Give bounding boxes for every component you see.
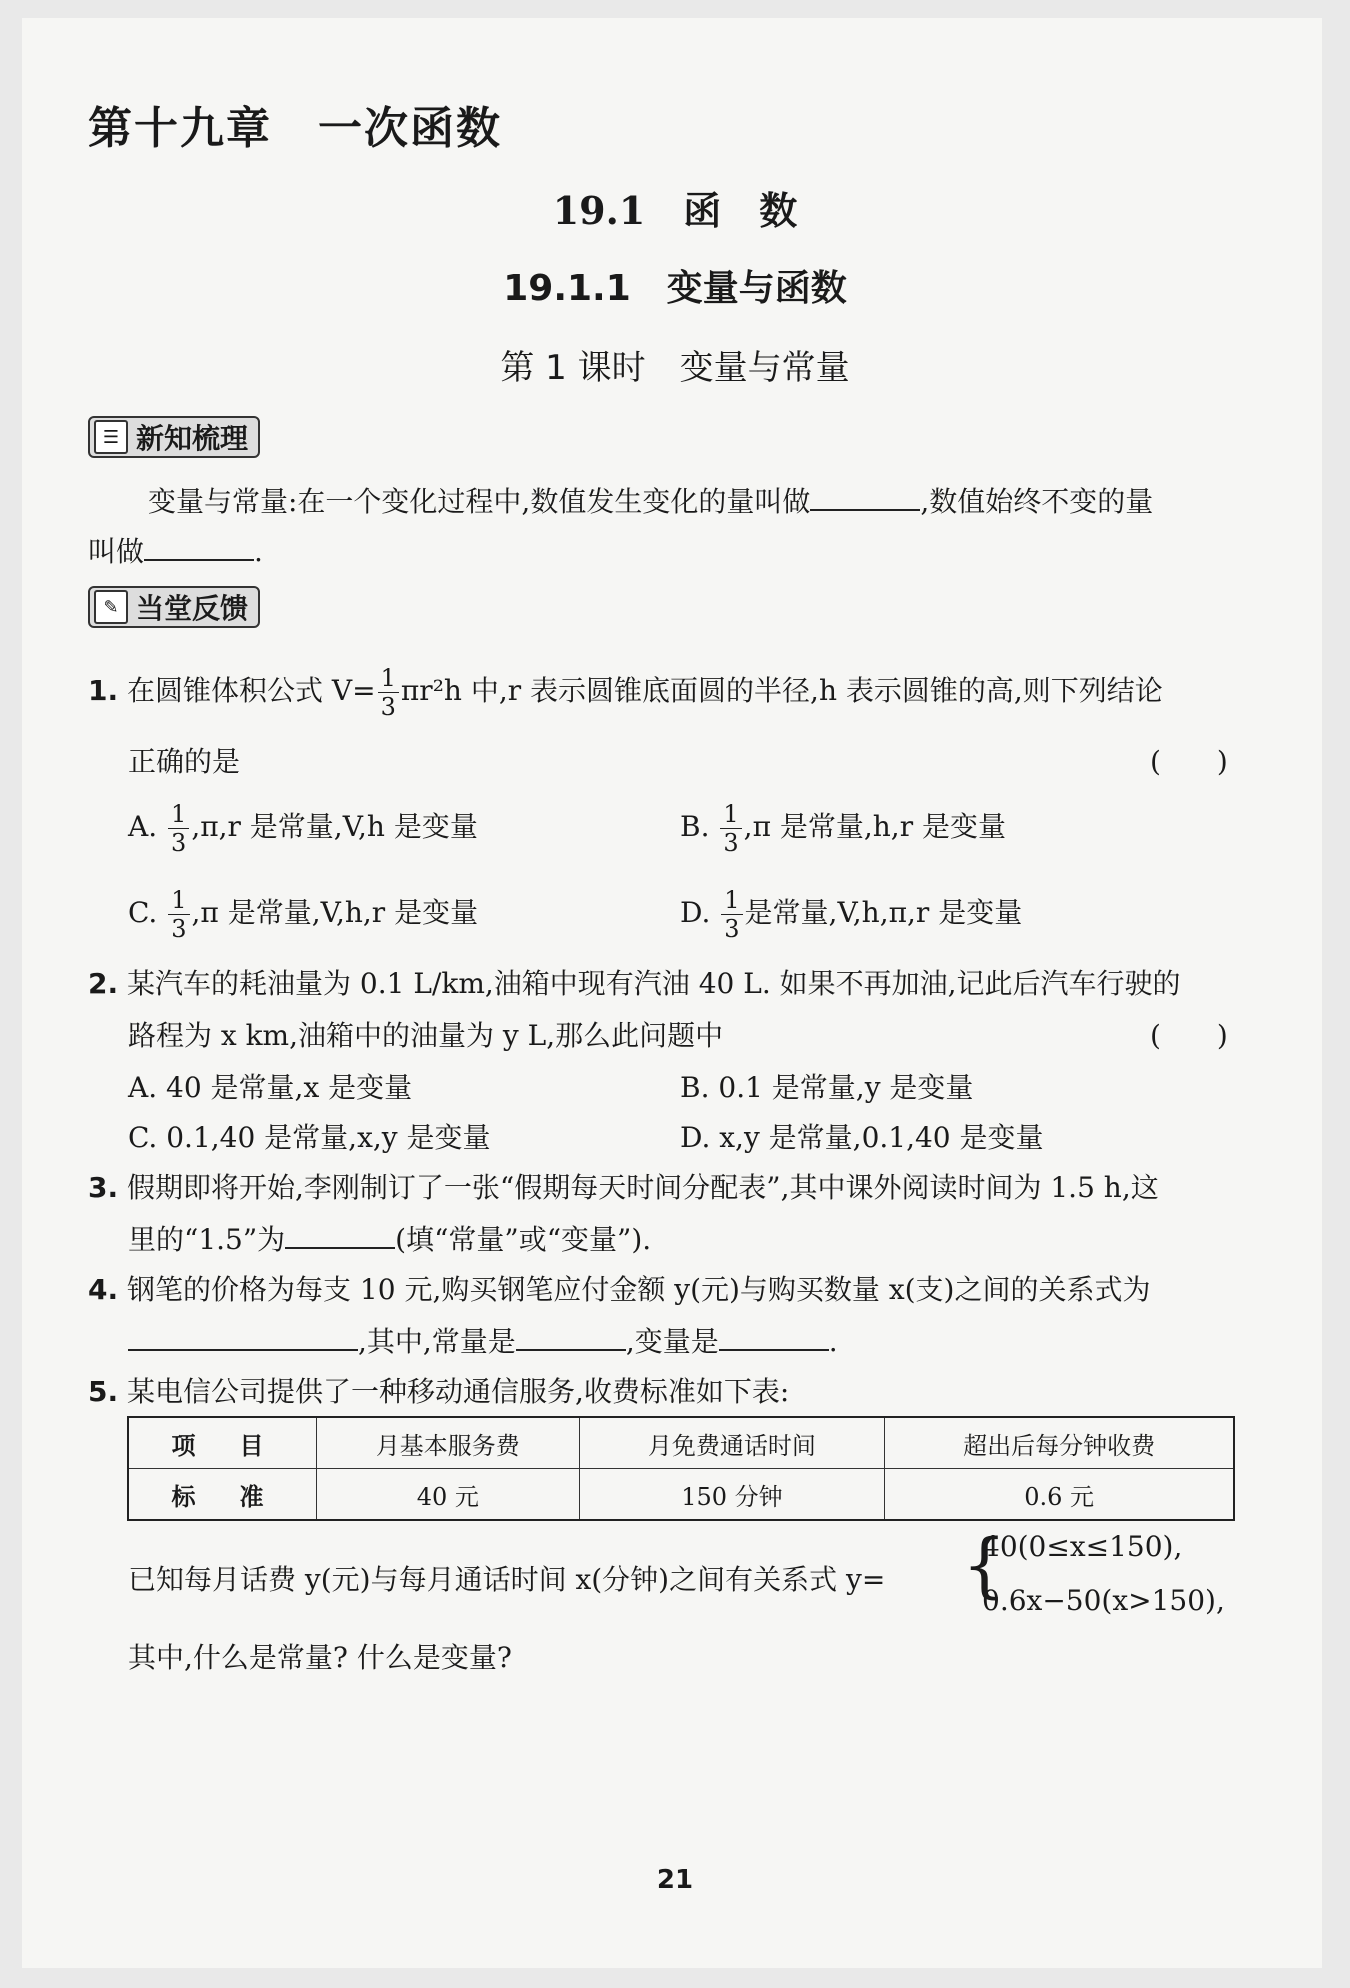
table-row [128,1469,1234,1521]
feedback-badge [88,586,260,628]
q1-line-2: 正确的是 [128,745,241,778]
q1-line-1 [88,666,1163,719]
table-cell: 0.6 元 [885,1469,1234,1521]
knowledge-text-2: ,数值始终不变的量 [920,485,1154,518]
q2-line-1: 2. 某汽车的耗油量为 0.1 L/km,油箱中现有汽油 40 L. 如果不再加油,记此后汽车行驶的 [88,967,1181,1000]
feedback-badge-label: 当堂反馈 [136,592,249,625]
q5-line-2: 已知每月话费 y(元)与每月通话时间 x(分钟)之间有关系式 y= [128,1563,886,1596]
q3-number: 3. [88,1171,119,1204]
lesson-title: 第 1 课时 变量与常量 [500,348,850,388]
q5-number: 5. [88,1375,119,1408]
q2-option-d[interactable]: D. x,y 是常量,0.1,40 是变量 [680,1121,1044,1154]
q2-option-c[interactable]: C. 0.1,40 是常量,x,y 是变量 [128,1121,491,1154]
q1-option-c[interactable]: C. $\frac{1}{3}$ ,π 是常量,V,h,r 是变量 [128,886,479,943]
answer-blank[interactable] [719,1325,829,1351]
chapter-title: 第十九章 一次函数 [88,103,502,154]
q1-option-d[interactable]: D. $\frac{1}{3}$ 是常量,V,h,π,r 是变量 [680,886,1023,943]
table-header-cell: 超出后每分钟收费 [885,1417,1234,1469]
answer-blank[interactable] [810,485,920,511]
table-row [128,1417,1234,1469]
q2-line-2: 路程为 x km,油箱中的油量为 y L,那么此问题中 [128,1019,724,1052]
knowledge-text-1: 变量与常量:在一个变化过程中,数值发生变化的量叫做 [148,485,811,518]
answer-blank[interactable] [128,1325,358,1351]
q3-line-1: 3. 假期即将开始,李刚制订了一张“假期每天时间分配表”,其中课外阅读时间为 1.5 h,这 [88,1171,1159,1204]
q1-option-a[interactable]: A. $\frac{1}{3}$ ,π,r 是常量,V,h 是变量 [128,800,478,857]
answer-blank[interactable] [516,1325,626,1351]
q2-option-b[interactable]: B. 0.1 是常量,y 是变量 [680,1071,974,1104]
fraction: $\frac{1}{3}$ [378,666,399,719]
q1-option-b[interactable]: B. $\frac{1}{3}$ ,π 是常量,h,r 是变量 [680,800,1006,857]
page-number: 21 [656,1865,694,1895]
knowledge-badge [88,416,260,458]
knowledge-line-2 [88,530,263,570]
q5-case-2: 0.6x−50(x>150), [982,1584,1225,1617]
section-title: 19.1 函 数 [552,188,798,233]
knowledge-line-1 [148,480,1153,520]
table-cell: 150 分钟 [579,1469,885,1521]
answer-blank[interactable] [144,535,254,561]
q4-line-1: 4. 钢笔的价格为每支 10 元,购买钢笔应付金额 y(元)与购买数量 x(支)之间的关系式为 [88,1273,1151,1306]
q1-text-b: πr²h 中,r 表示圆锥底面圆的半径,h 表示圆锥的高,则下列结论 [400,674,1163,707]
table-cell: 标 准 [128,1469,317,1521]
q2-number: 2. [88,967,119,1000]
brace-symbol: { [962,1524,1007,1606]
q4-number: 4. [88,1273,119,1306]
answer-blank[interactable] [285,1223,395,1249]
q2-option-a[interactable]: A. 40 是常量,x 是变量 [128,1071,413,1104]
fee-table [127,1416,1235,1521]
q1-text-a: 在圆锥体积公式 V= [127,674,376,707]
table-cell: 40 元 [317,1469,580,1521]
table-header-cell: 月免费通话时间 [579,1417,885,1469]
q5-line-1: 5. 某电信公司提供了一种移动通信服务,收费标准如下表: [88,1375,790,1408]
knowledge-badge-label: 新知梳理 [136,422,249,455]
subsection-title: 19.1.1 变量与函数 [503,268,847,309]
q3-line-2: 里的“1.5”为 (填“常量”或“变量”). [128,1223,652,1256]
q4-line-2: ,其中,常量是 ,变量是 . [128,1320,838,1360]
q1-answer-paren[interactable]: ( ) [1150,745,1228,778]
table-header-cell: 月基本服务费 [317,1417,580,1469]
q1-number: 1. [88,674,119,707]
q5-line-3: 其中,什么是常量? 什么是变量? [128,1641,512,1674]
pen-icon: ✎ [94,590,128,624]
q2-answer-paren[interactable]: ( ) [1150,1019,1228,1052]
q5-case-1: 40(0≤x≤150), [982,1530,1183,1563]
table-header-cell: 项 目 [128,1417,317,1469]
knowledge-text-4: . [254,535,263,568]
knowledge-text-3: 叫做 [88,535,145,568]
book-icon: ☰ [94,420,128,454]
